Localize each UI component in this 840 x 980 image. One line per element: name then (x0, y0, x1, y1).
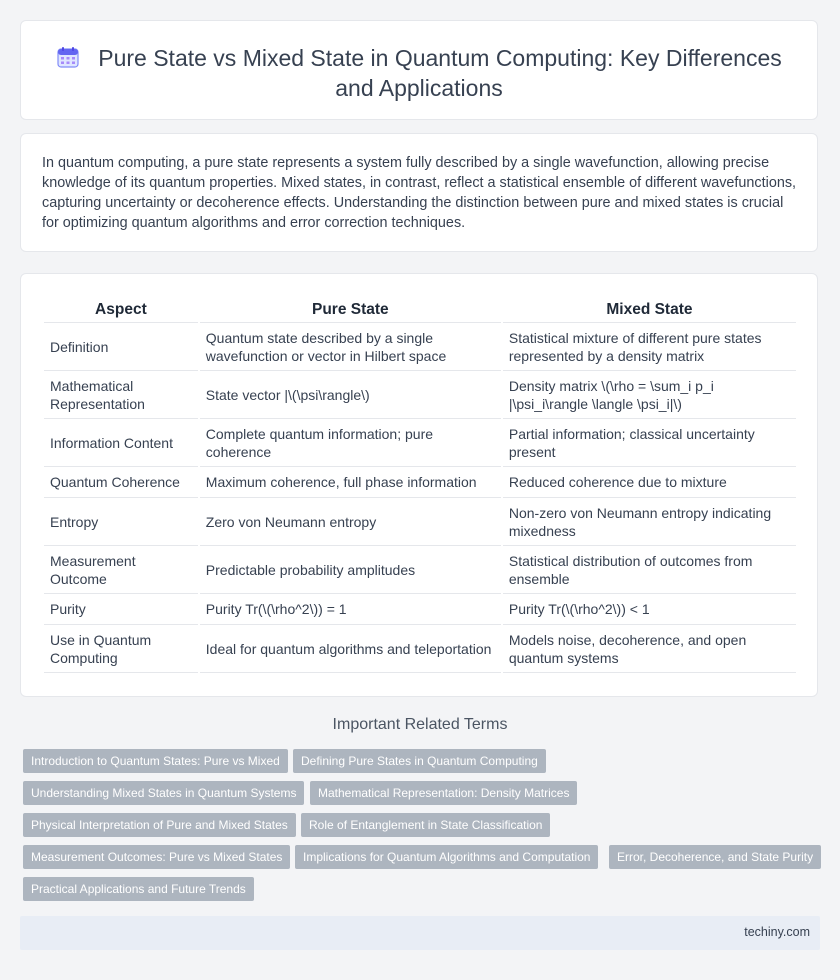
table-row (44, 419, 796, 467)
mixed-state-cell: Purity Tr(\(\rho^2\)) < 1 (503, 594, 796, 625)
table-row (44, 371, 796, 419)
pure-state-cell: Zero von Neumann entropy (200, 498, 501, 546)
mixed-state-cell: Statistical distribution of outcomes from ensemble (503, 546, 796, 594)
page-title: Pure State vs Mixed State in Quantum Computing: Key Differences and Applications (98, 45, 782, 101)
related-term-tag[interactable]: Role of Entanglement in State Classification (301, 813, 550, 837)
pure-state-cell: Maximum coherence, full phase information (200, 467, 501, 498)
footer-site-link[interactable]: techiny.com (744, 925, 810, 939)
table-row (44, 546, 796, 594)
related-term-tag[interactable]: Mathematical Representation: Density Matrices (310, 781, 577, 805)
pure-state-cell: Ideal for quantum algorithms and teleportation (200, 625, 501, 673)
related-term-tag[interactable]: Understanding Mixed States in Quantum Systems (23, 781, 304, 805)
aspect-cell: Information Content (44, 419, 198, 467)
table-row (44, 594, 796, 625)
header-pure-state: Pure State (200, 296, 501, 323)
related-term-tag[interactable]: Measurement Outcomes: Pure vs Mixed States (23, 845, 290, 869)
table-row (44, 498, 796, 546)
aspect-cell: Quantum Coherence (44, 467, 198, 498)
pure-state-cell: State vector |\(\psi\rangle\) (200, 371, 501, 419)
calendar-icon (56, 45, 80, 69)
related-term-tag[interactable]: Implications for Quantum Algorithms and Computation (295, 845, 598, 869)
related-terms-title: Important Related Terms (332, 716, 508, 733)
aspect-cell: Purity (44, 594, 198, 625)
header-mixed-state: Mixed State (503, 296, 796, 323)
intro-paragraph: In quantum computing, a pure state represents a system fully described by a single wavefunction, allowing precise knowledge of its quantum properties. Mixed states, in contrast, reflect a statistical ensemble of different wavefunctions, capturing uncertainty or decoherence effects. Understanding the distinction between pure and mixed states is crucial for optimizing quantum algorithms and error correction techniques. (42, 155, 797, 231)
comparison-table-card (20, 273, 818, 697)
aspect-cell: Use in Quantum Computing (44, 625, 198, 673)
mixed-state-cell: Density matrix \(\rho = \sum_i p_i |\psi_i\rangle \langle \psi_i|\) (503, 371, 796, 419)
pure-state-cell: Quantum state described by a single wavefunction or vector in Hilbert space (200, 323, 501, 371)
mixed-state-cell: Statistical mixture of different pure states represented by a density matrix (503, 323, 796, 371)
pure-state-cell: Complete quantum information; pure coherence (200, 419, 501, 467)
table-header-row (44, 296, 796, 323)
aspect-cell: Definition (44, 323, 198, 371)
related-term-tag[interactable]: Defining Pure States in Quantum Computing (293, 749, 546, 773)
header-aspect: Aspect (44, 296, 198, 323)
page-title-wrap (21, 43, 817, 103)
aspect-cell: Entropy (44, 498, 198, 546)
table-row (44, 625, 796, 673)
header-card (20, 20, 818, 120)
mixed-state-cell: Non-zero von Neumann entropy indicating mixedness (503, 498, 796, 546)
table-row (44, 467, 796, 498)
mixed-state-cell: Models noise, decoherence, and open quantum systems (503, 625, 796, 673)
comparison-table (42, 296, 798, 673)
intro-card (20, 133, 818, 252)
related-term-tag[interactable]: Introduction to Quantum States: Pure vs Mixed (23, 749, 288, 773)
aspect-cell: Measurement Outcome (44, 546, 198, 594)
related-term-tag[interactable]: Practical Applications and Future Trends (23, 877, 254, 901)
related-term-tag[interactable]: Error, Decoherence, and State Purity (609, 845, 821, 869)
mixed-state-cell: Reduced coherence due to mixture (503, 467, 796, 498)
footer (20, 916, 820, 950)
mixed-state-cell: Partial information; classical uncertainty present (503, 419, 796, 467)
pure-state-cell: Purity Tr(\(\rho^2\)) = 1 (200, 594, 501, 625)
aspect-cell: Mathematical Representation (44, 371, 198, 419)
pure-state-cell: Predictable probability amplitudes (200, 546, 501, 594)
table-row (44, 323, 796, 371)
related-term-tag[interactable]: Physical Interpretation of Pure and Mixed States (23, 813, 296, 837)
